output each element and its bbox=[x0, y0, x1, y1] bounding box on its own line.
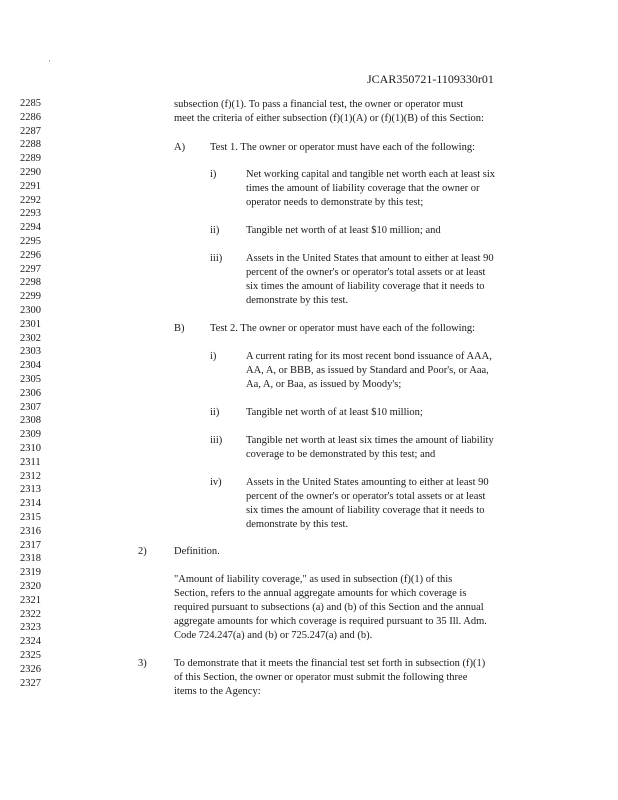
line-number: 2325 bbox=[20, 650, 41, 661]
test-a-item-line: operator needs to demonstrate by this test; bbox=[246, 197, 424, 208]
line-number: 2306 bbox=[20, 387, 41, 399]
line-number: 2301 bbox=[20, 318, 41, 330]
test-a-item-line: Tangible net worth of at least $10 million; and bbox=[246, 225, 441, 236]
test-a-label: A) bbox=[174, 142, 186, 153]
test-a-item-line: demonstrate by this test. bbox=[246, 295, 349, 306]
section-2-line: aggregate amounts for which coverage is required pursuant to 35 Ill. Adm. bbox=[174, 616, 487, 627]
line-number: 2313 bbox=[20, 484, 41, 496]
test-b-item-label: i) bbox=[210, 351, 217, 362]
line-number: 2285 bbox=[20, 98, 41, 109]
section-2-line: "Amount of liability coverage," as used in subsection (f)(1) of this bbox=[174, 574, 453, 585]
line-number: 2300 bbox=[20, 305, 41, 316]
test-a-item-line: six times the amount of liability coverage that it needs to bbox=[246, 281, 485, 292]
line-number: 2288 bbox=[20, 139, 41, 151]
line-number: 2317 bbox=[20, 539, 41, 551]
line-number: 2287 bbox=[20, 125, 41, 137]
line-number: 2299 bbox=[20, 291, 41, 303]
test-b-heading: Test 2. The owner or operator must have each of the following: bbox=[210, 323, 475, 334]
test-b-item-label: ii) bbox=[210, 407, 220, 418]
line-number: 2286 bbox=[20, 111, 41, 123]
test-b-item-line: percent of the owner's or operator's total assets or at least bbox=[246, 491, 486, 502]
line-number: 2290 bbox=[20, 167, 41, 178]
test-b-item-line: Assets in the United States amounting to either at least 90 bbox=[246, 477, 489, 488]
test-b-item-label: iv) bbox=[210, 477, 222, 488]
section-3-label: 3) bbox=[138, 658, 147, 669]
section-2-line: required pursuant to subsections (a) and (b) of this Section and the annual bbox=[174, 602, 484, 613]
line-number: 2316 bbox=[20, 525, 41, 537]
test-b-item-line: demonstrate by this test. bbox=[246, 519, 349, 530]
line-number: 2302 bbox=[20, 332, 41, 344]
line-number: 2307 bbox=[20, 401, 41, 413]
line-number: 2289 bbox=[20, 153, 41, 165]
line-number: 2315 bbox=[20, 512, 41, 523]
line-number: 2297 bbox=[20, 263, 41, 275]
section-3-line: To demonstrate that it meets the financial test set forth in subsection (f)(1) bbox=[174, 658, 486, 669]
document-id: JCAR350721-1109330r01 bbox=[367, 72, 494, 86]
line-number: 2293 bbox=[20, 208, 41, 220]
test-a-item-label: i) bbox=[210, 169, 217, 180]
line-number: 2298 bbox=[20, 277, 41, 289]
test-b-item-line: six times the amount of liability coverage that it needs to bbox=[246, 505, 485, 516]
test-b-item-line: Aa, A, or Baa, as issued by Moody's; bbox=[246, 379, 402, 390]
test-a-item-line: percent of the owner's or operator's total assets or at least bbox=[246, 267, 486, 278]
line-number: 2320 bbox=[20, 581, 41, 592]
line-number: 2326 bbox=[20, 663, 41, 675]
test-a-item-label: ii) bbox=[210, 225, 220, 236]
test-a-heading: Test 1. The owner or operator must have each of the following: bbox=[210, 142, 475, 153]
line-number: 2321 bbox=[20, 594, 41, 606]
line-number: 2309 bbox=[20, 429, 41, 441]
intro-line: subsection (f)(1). To pass a financial test, the owner or operator must bbox=[174, 99, 464, 110]
line-number: 2304 bbox=[20, 360, 41, 372]
test-b-item-line: coverage to be demonstrated by this test; and bbox=[246, 449, 436, 460]
intro-line: meet the criteria of either subsection (f)(1)(A) or (f)(1)(B) of this Section: bbox=[174, 113, 484, 124]
test-b-label: B) bbox=[174, 323, 185, 334]
test-b-item-line: AA, A, or BBB, as issued by Standard and Poor's, or Aaa, bbox=[246, 365, 489, 376]
test-a-item-line: Net working capital and tangible net worth each at least six bbox=[246, 169, 496, 180]
line-number: 2322 bbox=[20, 608, 41, 620]
line-number: 2324 bbox=[20, 636, 41, 648]
line-number: 2323 bbox=[20, 622, 41, 634]
test-a-item-line: times the amount of liability coverage that the owner or bbox=[246, 183, 480, 194]
test-b-item-line: A current rating for its most recent bond issuance of AAA, bbox=[246, 351, 492, 362]
section-2-label: 2) bbox=[138, 546, 147, 557]
line-number: 2303 bbox=[20, 346, 41, 358]
test-a-item-line: Assets in the United States that amount to either at least 90 bbox=[246, 253, 494, 264]
test-b-item-label: iii) bbox=[210, 435, 223, 446]
line-number: 2296 bbox=[20, 249, 41, 261]
section-2-line: Section, refers to the annual aggregate amounts for which coverage is bbox=[174, 588, 467, 599]
line-number: 2295 bbox=[20, 236, 41, 247]
line-number: 2294 bbox=[20, 222, 41, 234]
line-number: 2292 bbox=[20, 194, 41, 206]
line-number: 2305 bbox=[20, 374, 41, 385]
test-a-item-label: iii) bbox=[210, 253, 223, 264]
line-number: 2327 bbox=[20, 677, 41, 689]
line-number: 2318 bbox=[20, 553, 41, 565]
line-number: 2291 bbox=[20, 180, 41, 192]
line-number: 2312 bbox=[20, 470, 41, 482]
line-number: 2319 bbox=[20, 567, 41, 579]
section-3-line: of this Section, the owner or operator must submit the following three bbox=[174, 672, 468, 683]
section-2-line: Code 724.247(a) and (b) or 725.247(a) and (b). bbox=[174, 630, 373, 641]
test-b-item-line: Tangible net worth of at least $10 million; bbox=[246, 407, 423, 418]
line-number: 2310 bbox=[20, 443, 41, 454]
section-2-heading: Definition. bbox=[174, 546, 220, 557]
line-number: 2314 bbox=[20, 498, 41, 510]
section-3-line: items to the Agency: bbox=[174, 686, 261, 697]
line-number: 2311 bbox=[20, 456, 41, 468]
header-mark: · bbox=[48, 56, 51, 66]
test-b-item-line: Tangible net worth at least six times the amount of liability bbox=[246, 435, 494, 446]
line-number: 2308 bbox=[20, 415, 41, 427]
